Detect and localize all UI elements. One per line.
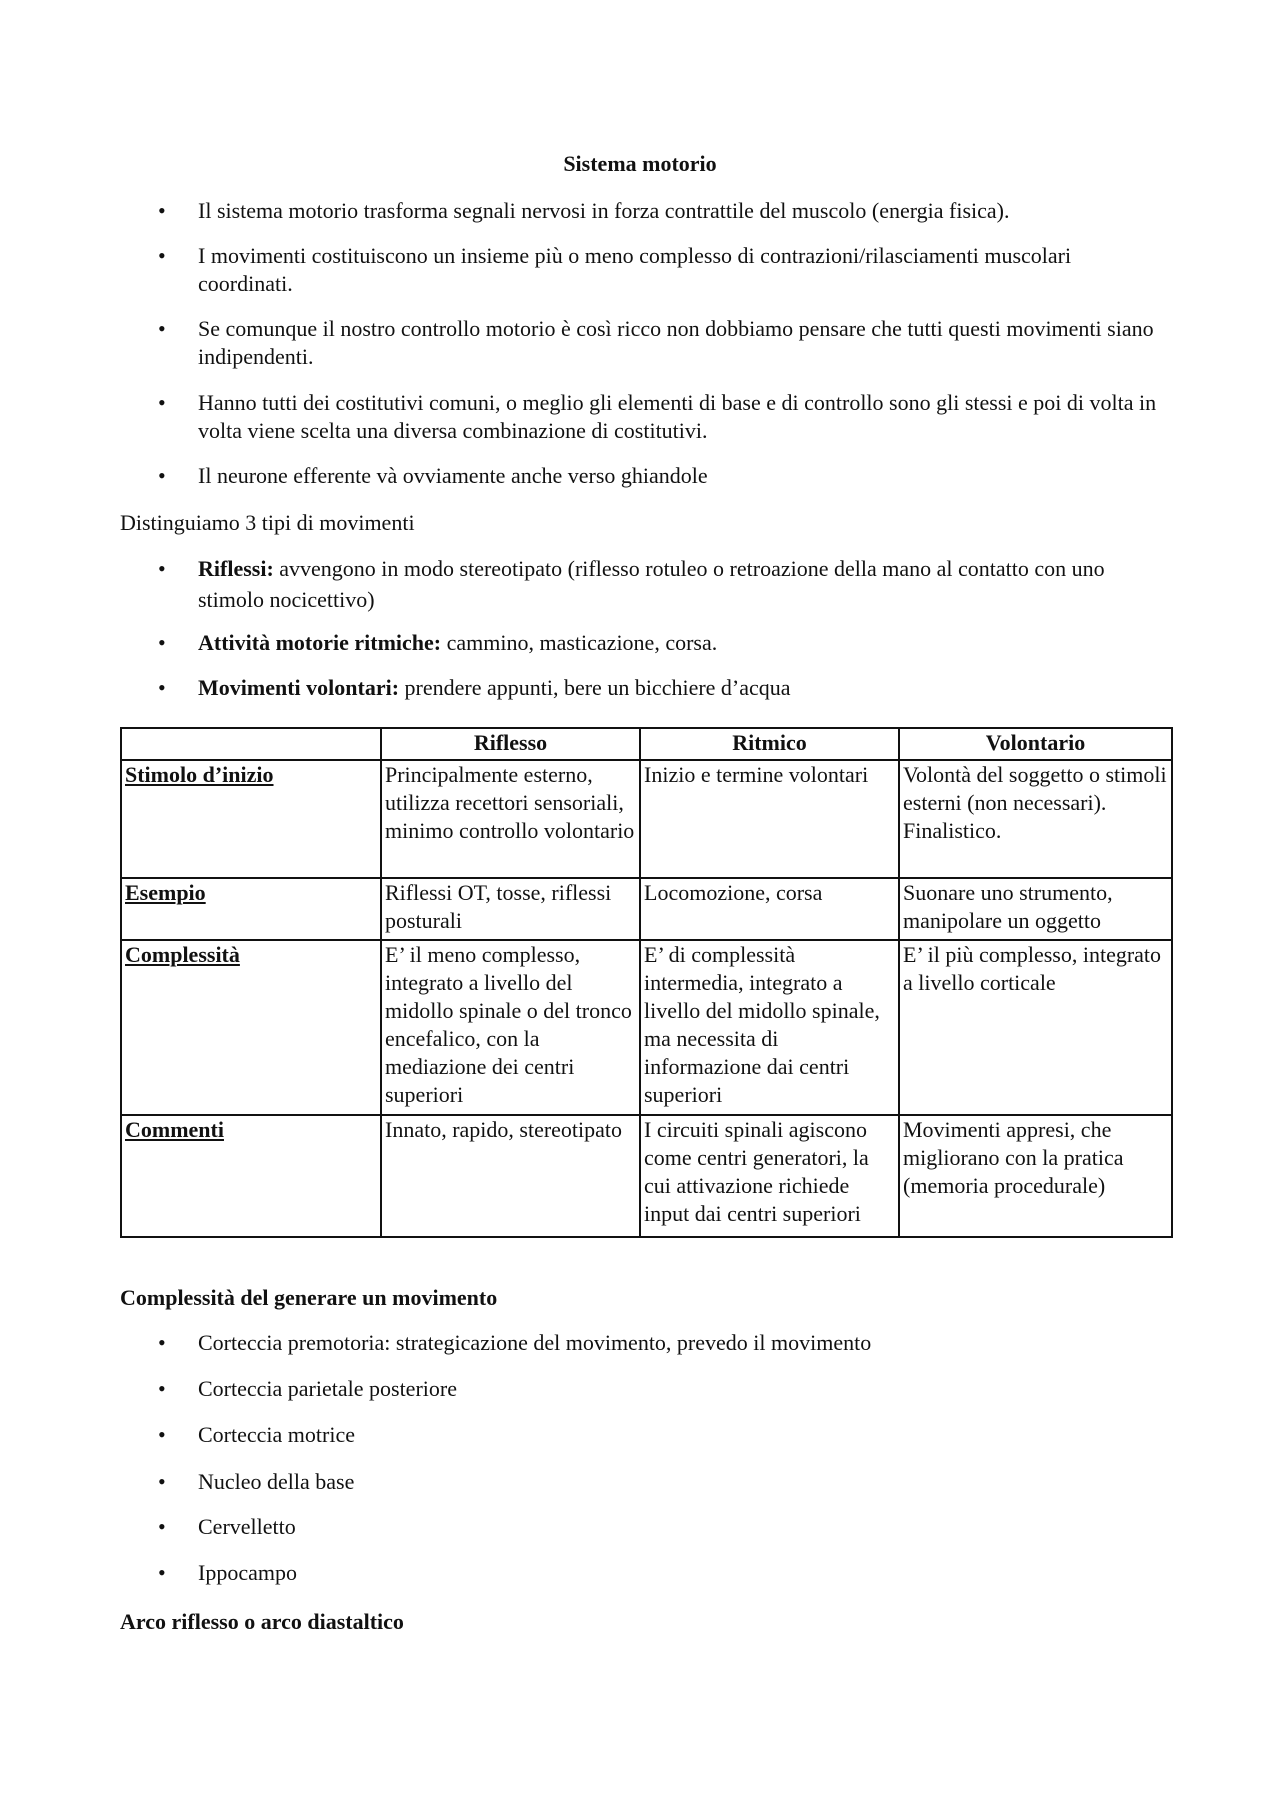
bullet-icon: •	[158, 1376, 166, 1401]
table-cell: Movimenti appresi, che migliorano con la pratica (memoria procedurale)	[899, 1115, 1172, 1237]
table-row	[121, 1115, 1172, 1237]
list-item	[120, 553, 1170, 615]
table-cell: E’ il meno complesso, integrato a livello del midollo spinale o del tronco encefalico, con la mediazione dei centri superiori	[381, 940, 640, 1115]
bullet-icon: •	[158, 1422, 166, 1447]
table-header-cell: Volontario	[899, 728, 1172, 760]
list-item-text: Nucleo della base	[198, 1469, 355, 1494]
bullet-icon: •	[158, 630, 166, 655]
list-item	[120, 389, 1170, 445]
list-item	[120, 315, 1170, 371]
list-item	[120, 1513, 1170, 1541]
list-item	[120, 1559, 1170, 1587]
list-item-text: Hanno tutti dei costitutivi comuni, o meglio gli elementi di base e di controllo sono gli stessi e poi di volta in volta viene scelta una diversa combinazione di costitutivi.	[198, 390, 1157, 443]
bullet-icon: •	[158, 1330, 166, 1355]
list-item-text: Il neurone efferente và ovviamente anche verso ghiandole	[198, 463, 708, 488]
list-item	[120, 242, 1170, 298]
table-header-row	[121, 728, 1172, 760]
table-cell: Principalmente esterno, utilizza recettori sensoriali, minimo controllo volontario	[381, 760, 640, 878]
table-row	[121, 940, 1172, 1115]
table-row	[121, 760, 1172, 878]
movement-type-term: Riflessi:	[198, 556, 274, 581]
table-cell: Inizio e termine volontari	[640, 760, 899, 878]
table-cell: E’ di complessità intermedia, integrato a livello del midollo spinale, ma necessita di informazione dai centri superiori	[640, 940, 899, 1115]
table-cell: E’ il più complesso, integrato a livello corticale	[899, 940, 1172, 1115]
row-label: Complessità	[121, 940, 381, 1115]
list-item	[120, 1329, 1170, 1357]
section-heading: Complessità del generare un movimento	[120, 1285, 498, 1310]
list-item	[120, 674, 1170, 702]
intro-bullet-list	[120, 197, 1170, 490]
list-item	[120, 1421, 1170, 1449]
row-label: Esempio	[121, 878, 381, 940]
table-cell: Locomozione, corsa	[640, 878, 899, 940]
table-cell: Volontà del soggetto o stimoli esterni (non necessari). Finalistico.	[899, 760, 1172, 878]
bullet-icon: •	[158, 1560, 166, 1585]
table-cell: I circuiti spinali agiscono come centri generatori, la cui attivazione richiede input dai centri superiori	[640, 1115, 899, 1237]
bullet-icon: •	[158, 243, 166, 268]
types-intro: Distinguiamo 3 tipi di movimenti	[120, 510, 415, 535]
list-item-text: Il sistema motorio trasforma segnali nervosi in forza contrattile del muscolo (energia fisica).	[198, 198, 1010, 223]
list-item	[120, 1375, 1170, 1403]
bullet-icon: •	[158, 316, 166, 341]
movement-type-desc: cammino, masticazione, corsa.	[441, 630, 718, 655]
bullet-icon: •	[158, 675, 166, 700]
bullet-icon: •	[158, 463, 166, 488]
list-item	[120, 462, 1170, 490]
comparison-table	[120, 727, 1173, 1238]
bullet-icon: •	[158, 1514, 166, 1539]
list-item	[120, 1468, 1170, 1496]
list-item	[120, 197, 1170, 225]
table-header-cell	[121, 728, 381, 760]
list-item	[120, 629, 1170, 657]
list-item-text: Corteccia parietale posteriore	[198, 1376, 457, 1401]
movement-type-term: Attività motorie ritmiche:	[198, 630, 442, 655]
section-heading: Arco riflesso o arco diastaltico	[120, 1609, 404, 1634]
table-header-cell: Riflesso	[381, 728, 640, 760]
row-label: Stimolo d’inizio	[121, 760, 381, 878]
movement-type-desc: prendere appunti, bere un bicchiere d’acqua	[399, 675, 791, 700]
table-row	[121, 878, 1172, 940]
list-item-text: Se comunque il nostro controllo motorio è così ricco non dobbiamo pensare che tutti questi movimenti siano indipendenti.	[198, 316, 1154, 369]
list-item-text: I movimenti costituiscono un insieme più o meno complesso di contrazioni/rilasciamenti muscolari coordinati.	[198, 243, 1072, 296]
table-cell: Riflessi OT, tosse, riflessi posturali	[381, 878, 640, 940]
table-header-cell: Ritmico	[640, 728, 899, 760]
bullet-icon: •	[158, 198, 166, 223]
row-label: Commenti	[121, 1115, 381, 1237]
table-cell: Suonare uno strumento, manipolare un oggetto	[899, 878, 1172, 940]
movement-type-term: Movimenti volontari:	[198, 675, 400, 700]
bullet-icon: •	[158, 390, 166, 415]
page-title: Sistema motorio	[563, 151, 717, 176]
bullet-icon: •	[158, 1469, 166, 1494]
table-cell: Innato, rapido, stereotipato	[381, 1115, 640, 1237]
brain-areas-list	[120, 1329, 1170, 1587]
list-item-text: Cervelletto	[198, 1514, 296, 1539]
bullet-icon: •	[158, 556, 166, 581]
list-item-text: Corteccia motrice	[198, 1422, 355, 1447]
list-item-text: Ippocampo	[198, 1560, 297, 1585]
movement-types-list	[120, 553, 1170, 702]
list-item-text: Corteccia premotoria: strategicazione del movimento, prevedo il movimento	[198, 1330, 872, 1355]
movement-type-desc: avvengono in modo stereotipato (riflesso rotuleo o retroazione della mano al contatto con uno stimolo nocicettivo)	[198, 556, 1105, 612]
